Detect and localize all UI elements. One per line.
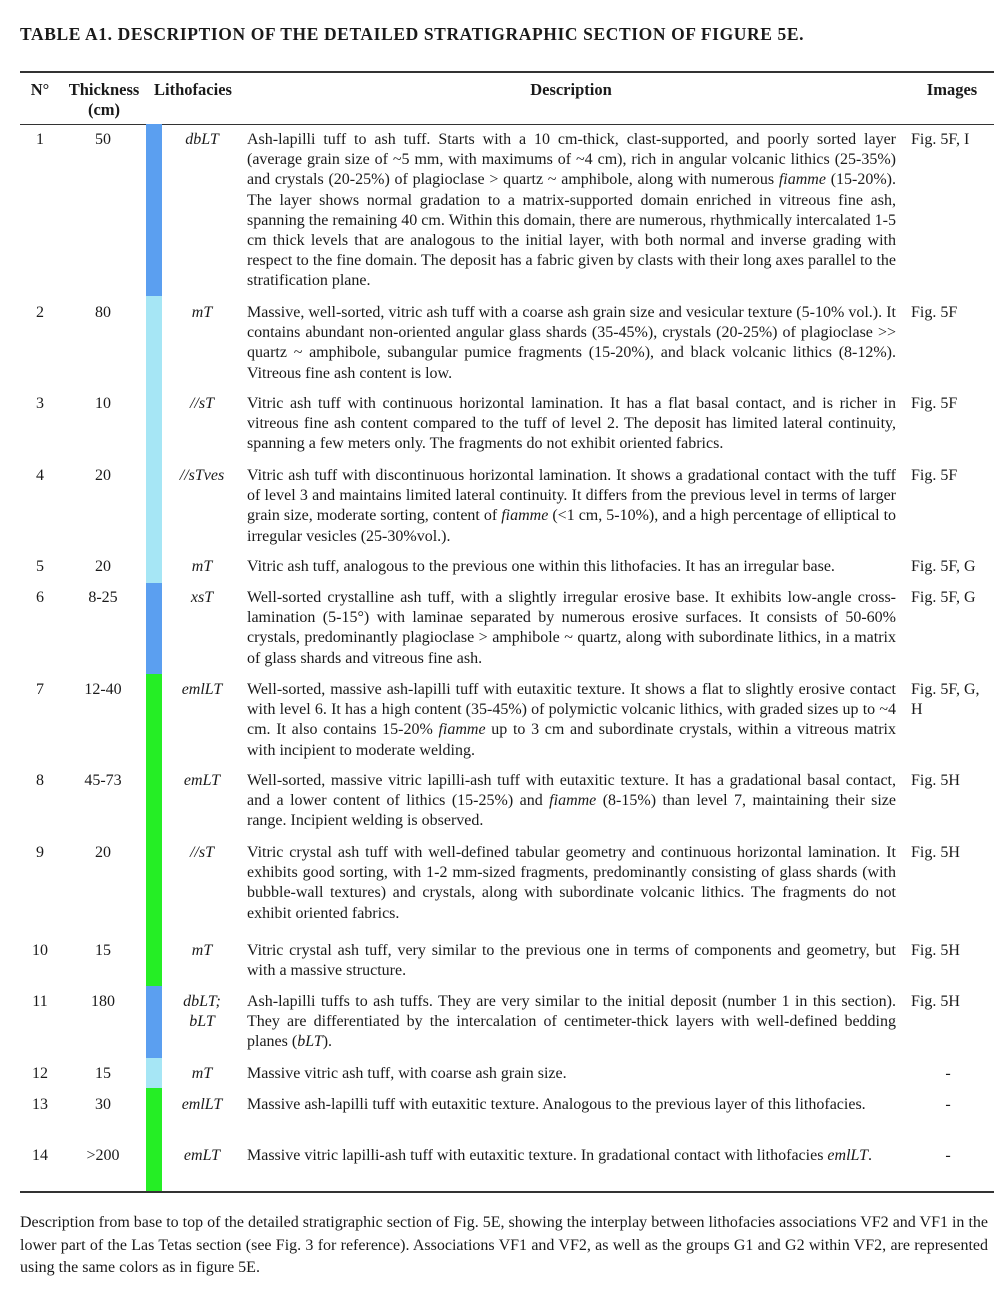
- row-number: 1: [36, 131, 44, 148]
- lithofacies-code: dbLT: [185, 131, 219, 148]
- row-thickness: 20: [95, 467, 111, 484]
- lithofacies-code: emlLT: [181, 681, 223, 698]
- description-text: Massive ash-lapilli tuff with eutaxitic texture. Analogous to the previous layer of this lithofacies.: [247, 1096, 866, 1113]
- description-text: Vitric crystal ash tuff with well-defined tabular geometry and continuous horizontal lamination. It exhibits good sorting, with 1-2 mm-sized fragments, predominantly consisting of glass shards (with bubble-wall textures) and crystals, along with subordinate volcanic lithics. The fragments do not exhibit oriented fabrics.: [247, 844, 896, 922]
- facies-bar-rows-7-10: [146, 674, 162, 986]
- lithofacies-code: //sT: [189, 844, 214, 861]
- facies-bar-rows-13-14: [146, 1088, 162, 1191]
- description-text: Well-sorted, massive ash-lapilli tuff with eutaxitic texture. It shows a flat to slightly erosive contact with level 6. It has a high content (35-45%) of polymictic volcanic lithics, with graded sizes up to ~4 cm. It also contains 15-20%: [247, 681, 896, 739]
- row-lithofacies: [166, 843, 238, 863]
- row-images: Fig. 5H: [911, 772, 960, 789]
- description-text: Ash-lapilli tuffs to ash tuffs. They are very similar to the initial deposit (number 1 in this section). They are differentiated by the intercalation of centimeter-thick layers with well-defined bedding planes (: [247, 993, 896, 1051]
- description-text: Well-sorted, massive vitric lapilli-ash tuff with eutaxitic texture. It has a gradational basal contact, and a lower content of lithics (15-25%) and: [247, 772, 896, 810]
- facies-bar-row-1: [146, 124, 162, 296]
- row-description: [247, 771, 896, 832]
- row-lithofacies: [166, 466, 238, 486]
- description-text: Well-sorted crystalline ash tuff, with a slightly irregular erosive base. It exhibits low-angle cross-lamination (5-15°) with laminae separated by numerous erosive surfaces. It consists of 50-60% crystals, predominantly plagioclase > amphibole ~ quartz, along with subordinate lithics, in a matrix of glass shards and vitreous fine ash.: [247, 589, 896, 667]
- description-text: Vitric ash tuff with continuous horizontal lamination. It has a flat basal contact, and is richer in vitreous fine ash content compared to the tuff of level 2. The deposit has limited lateral continuity, spanning a few meters only. The fragments do not exhibit oriented fabrics.: [247, 395, 896, 453]
- description-text: Massive, well-sorted, vitric ash tuff with a coarse ash grain size and vesicular texture (5-10% vol.). It contains abundant non-oriented angular glass shards (35-45%), crystals (20-25%) of plagioclase >> quartz ~ amphibole, subangular pumice fragments (15-20%), and black volcanic lithics (8-12%). Vitreous fine ash content is low.: [247, 304, 896, 382]
- description-emphasis: fiamme: [778, 171, 826, 189]
- table-bottom-rule: [20, 1191, 994, 1193]
- row-images: -: [945, 1096, 951, 1113]
- header-thickness-unit: (cm): [87, 100, 121, 119]
- row-thickness: >200: [86, 1147, 120, 1164]
- description-text-end: up to 3 cm and subordinate crystals, within a vitreous matrix with incipient to moderate welding.: [247, 721, 897, 759]
- row-description: [247, 1064, 896, 1084]
- row-lithofacies: [166, 992, 238, 1032]
- row-images: Fig. 5F, G, H: [911, 681, 980, 719]
- row-images: Fig. 5F: [911, 304, 958, 321]
- row-number: 11: [32, 993, 48, 1010]
- description-text: Massive vitric lapilli-ash tuff with eutaxitic texture. In gradational contact with lithofacies: [247, 1147, 828, 1164]
- row-number: 12: [32, 1065, 48, 1082]
- row-thickness: 20: [95, 844, 111, 861]
- lithofacies-code: dbLT;: [183, 993, 221, 1010]
- row-thickness: 50: [95, 131, 111, 148]
- lithofacies-code: emlLT: [181, 1096, 223, 1113]
- row-description: [247, 941, 896, 981]
- row-number: 13: [32, 1096, 48, 1113]
- row-thickness: 15: [95, 1065, 111, 1082]
- row-thickness: 8-25: [88, 589, 118, 606]
- description-text: Vitric ash tuff with discontinuous horizontal lamination. It shows a gradational contact with the tuff of level 3 and maintains limited lateral continuity. It differs from the previous level in terms of larger grain size, moderate sorting, content of: [247, 467, 896, 525]
- facies-bar-row-6: [146, 583, 162, 674]
- row-thickness: 12-40: [84, 681, 122, 698]
- description-emphasis: fiamme: [549, 792, 597, 810]
- row-images: Fig. 5H: [911, 844, 960, 861]
- header-thickness-label: Thickness: [68, 80, 140, 99]
- lithofacies-code: emLT: [183, 1147, 221, 1164]
- description-text: Vitric ash tuff, analogous to the previous one within this lithofacies. It has an irregular base.: [247, 558, 835, 575]
- header-images: Images: [926, 80, 978, 99]
- row-lithofacies: [166, 394, 238, 414]
- row-lithofacies: [166, 680, 238, 700]
- row-thickness: 45-73: [84, 772, 122, 789]
- table-header-rule: [20, 124, 994, 125]
- row-images: Fig. 5F: [911, 467, 958, 484]
- header-lithofacies: Lithofacies: [154, 80, 232, 99]
- lithofacies-code: mT: [191, 942, 213, 959]
- row-thickness: 180: [91, 993, 115, 1010]
- row-images: -: [945, 1147, 951, 1164]
- table-title: TABLE A1. DESCRIPTION OF THE DETAILED STRATIGRAPHIC SECTION OF FIGURE 5E.: [20, 24, 805, 44]
- row-images: -: [945, 1065, 951, 1082]
- lithofacies-code: mT: [191, 558, 213, 575]
- row-images: Fig. 5F: [911, 395, 958, 412]
- row-description: [247, 1146, 896, 1166]
- row-thickness: 80: [95, 304, 111, 321]
- row-lithofacies: [166, 1146, 238, 1166]
- row-description: [247, 843, 896, 924]
- row-images: Fig. 5F, I: [911, 131, 970, 148]
- table-footnote: Description from base to top of the detailed stratigraphic section of Fig. 5E, showing the interplay between lithofacies associations VF2 and VF1 in the lower part of the Las Tetas section (see Fig. 3 for reference). Associations VF1 and VF2, as well as the groups G1 and G2 within VF2, are represented using the same colors as in figure 5E.: [20, 1214, 988, 1277]
- description-emphasis: bLT: [297, 1033, 323, 1051]
- description-text-end: (<1 cm, 5-10%), and a high percentage of elliptical to irregular vesicles (25-30%vol.).: [247, 507, 897, 545]
- row-lithofacies: [166, 941, 238, 961]
- description-emphasis: emlLT: [827, 1147, 868, 1164]
- row-images: Fig. 5H: [911, 942, 960, 959]
- row-number: 6: [36, 589, 44, 606]
- row-lithofacies: [166, 588, 238, 608]
- description-text-end: .: [868, 1147, 872, 1164]
- row-lithofacies: [166, 557, 238, 577]
- table-top-rule: [20, 71, 994, 73]
- row-images: Fig. 5F, G: [911, 589, 976, 606]
- description-text: Vitric crystal ash tuff, very similar to the previous one in terms of components and geometry, but with a massive structure.: [247, 942, 896, 980]
- row-lithofacies: [166, 1095, 238, 1115]
- row-description: [247, 303, 896, 384]
- description-text: Ash-lapilli tuff to ash tuff. Starts with a 10 cm-thick, clast-supported, and poorly sorted layer (average grain size of ~5 mm, with maximums of ~4 cm), rich in angular volcanic lithics (25-35%) and crystals (20-25%) of plagioclase > quartz ~ amphibole, along with numerous: [247, 131, 896, 189]
- row-description: [247, 588, 896, 669]
- row-number: 8: [36, 772, 44, 789]
- row-description: [247, 680, 896, 761]
- row-number: 4: [36, 467, 44, 484]
- row-number: 3: [36, 395, 44, 412]
- row-lithofacies: [166, 303, 238, 323]
- row-number: 5: [36, 558, 44, 575]
- row-lithofacies: [166, 130, 238, 150]
- description-emphasis: fiamme: [438, 721, 486, 739]
- description-text-end: (8-15%) than level 7, maintaining their size range. Incipient welding is observed.: [247, 792, 897, 830]
- row-number: 14: [32, 1147, 48, 1164]
- facies-bar-row-11: [146, 986, 162, 1058]
- lithofacies-code-secondary: bLT: [189, 1013, 215, 1031]
- row-description: [247, 130, 896, 292]
- row-images: Fig. 5F, G: [911, 558, 976, 575]
- lithofacies-code: mT: [191, 1065, 213, 1082]
- lithofacies-code: xsT: [190, 589, 214, 606]
- header-thickness: [60, 80, 148, 120]
- facies-bar-row-12: [146, 1058, 162, 1088]
- row-thickness: 10: [95, 395, 111, 412]
- header-description: Description: [530, 80, 612, 99]
- lithofacies-code: //sTves: [179, 467, 225, 484]
- row-number: 10: [32, 942, 48, 959]
- description-text-end: ).: [322, 1033, 333, 1051]
- row-lithofacies: [166, 771, 238, 791]
- row-description: [247, 394, 896, 455]
- row-description: [247, 1095, 896, 1115]
- description-emphasis: fiamme: [501, 507, 549, 525]
- lithofacies-code: emLT: [183, 772, 221, 789]
- row-description: [247, 466, 896, 547]
- description-text-end: (15-20%). The layer shows normal gradation to a matrix-supported domain enriched in vitreous fine ash, spanning the remaining 40 cm. Within this domain, there are numerous, rhythmically intercalated 1-5 cm thick levels that are analogous to the initial layer, with both normal and inverse grading with respect to the fine domain. The deposit has a fabric given by clasts with their long axes parallel to the stratification plane.: [247, 171, 897, 290]
- row-images: Fig. 5H: [911, 993, 960, 1010]
- lithofacies-code: mT: [191, 304, 213, 321]
- lithofacies-code: //sT: [189, 395, 214, 412]
- facies-bar-rows-2-5: [146, 296, 162, 583]
- row-description: [247, 992, 896, 1053]
- row-thickness: 30: [95, 1096, 111, 1113]
- header-no: N°: [30, 80, 50, 99]
- row-thickness: 20: [95, 558, 111, 575]
- row-lithofacies: [166, 1064, 238, 1084]
- row-number: 9: [36, 844, 44, 861]
- row-number: 2: [36, 304, 44, 321]
- row-number: 7: [36, 681, 44, 698]
- row-description: [247, 557, 896, 577]
- description-text: Massive vitric ash tuff, with coarse ash grain size.: [247, 1065, 567, 1082]
- row-thickness: 15: [95, 942, 111, 959]
